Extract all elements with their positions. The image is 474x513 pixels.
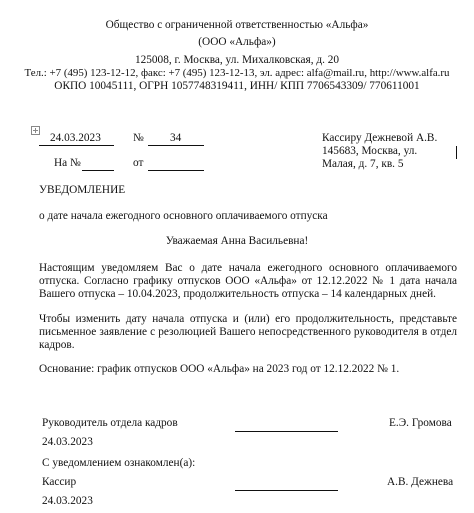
manager-name: Е.Э. Громова <box>389 417 452 429</box>
letter-number-label: № <box>133 132 144 144</box>
reference-date-line <box>148 170 204 171</box>
body-paragraph-1-line: отпуска. Согласно графику отпусков ООО «Альфа» от 12.12.2022 № 1 дата начала <box>39 275 457 287</box>
text-cursor <box>456 146 457 159</box>
company-address: 125008, г. Москва, ул. Михалковская, д. 20 <box>134 54 340 66</box>
acknowledgement-label: С уведомлением ознакомлен(а): <box>42 457 196 469</box>
employee-name: А.В. Дежнева <box>387 476 454 488</box>
addressee-name: Кассиру Дежневой А.В. <box>322 132 438 144</box>
body-paragraph-2 <box>39 313 457 352</box>
company-requisites: ОКПО 10045111, ОГРН 1057748319411, ИНН/ КПП 7706543309/ 770611001 <box>54 80 420 92</box>
greeting: Уважаемая Анна Васильевна! <box>165 235 309 247</box>
company-full-name: Общество с ограниченной ответственностью «Альфа» <box>105 19 369 31</box>
company-contacts: Тел.: +7 (495) 123-12-12, факс: +7 (495) 123-12-13, эл. адрес: alfa@mail.ru, http://www.alfa.ru <box>24 67 450 79</box>
employee-title: Кассир <box>42 476 77 488</box>
document-subject: о дате начала ежегодного основного оплачиваемого отпуска <box>39 210 328 222</box>
letter-date-line <box>39 145 114 146</box>
body-paragraph-2-line: Чтобы изменить дату начала отпуска и (или) его продолжительность, представьте <box>39 313 457 325</box>
body-paragraph-2-line: кадров. <box>39 339 75 351</box>
body-paragraph-1-line: Настоящим уведомляем Вас о дате начала ежегодного основного оплачиваемого <box>39 262 457 274</box>
letter-number: 34 <box>170 132 182 144</box>
body-paragraph-1-line: Вашего отпуска – 10.04.2023, продолжительность отпуска – 14 календарных дней. <box>39 288 436 300</box>
body-paragraph-1 <box>39 262 457 301</box>
letter-number-line <box>148 145 204 146</box>
manager-signature-date: 24.03.2023 <box>42 436 93 448</box>
manager-signature-line <box>235 431 338 432</box>
manager-title: Руководитель отдела кадров <box>42 417 178 429</box>
company-short-name: (ООО «Альфа») <box>198 36 276 48</box>
basis-statement: Основание: график отпусков ООО «Альфа» на 2023 год от 12.12.2022 № 1. <box>39 363 400 375</box>
letter-date: 24.03.2023 <box>50 132 101 144</box>
reference-number-label: На № <box>54 157 81 169</box>
document-type: УВЕДОМЛЕНИЕ <box>39 184 126 196</box>
table-anchor-icon[interactable] <box>31 126 40 135</box>
reference-date-label: от <box>133 157 144 169</box>
employee-signature-line <box>235 490 338 491</box>
body-paragraph-2-line: письменное заявление с резолюцией Вашего непосредственного руководителя в отдел <box>39 326 457 338</box>
addressee-address-line2: Малая, д. 7, кв. 5 <box>322 158 404 170</box>
reference-number-line <box>82 170 114 171</box>
addressee-address-line1: 145683, Москва, ул. <box>322 145 418 157</box>
employee-signature-date: 24.03.2023 <box>42 495 93 507</box>
